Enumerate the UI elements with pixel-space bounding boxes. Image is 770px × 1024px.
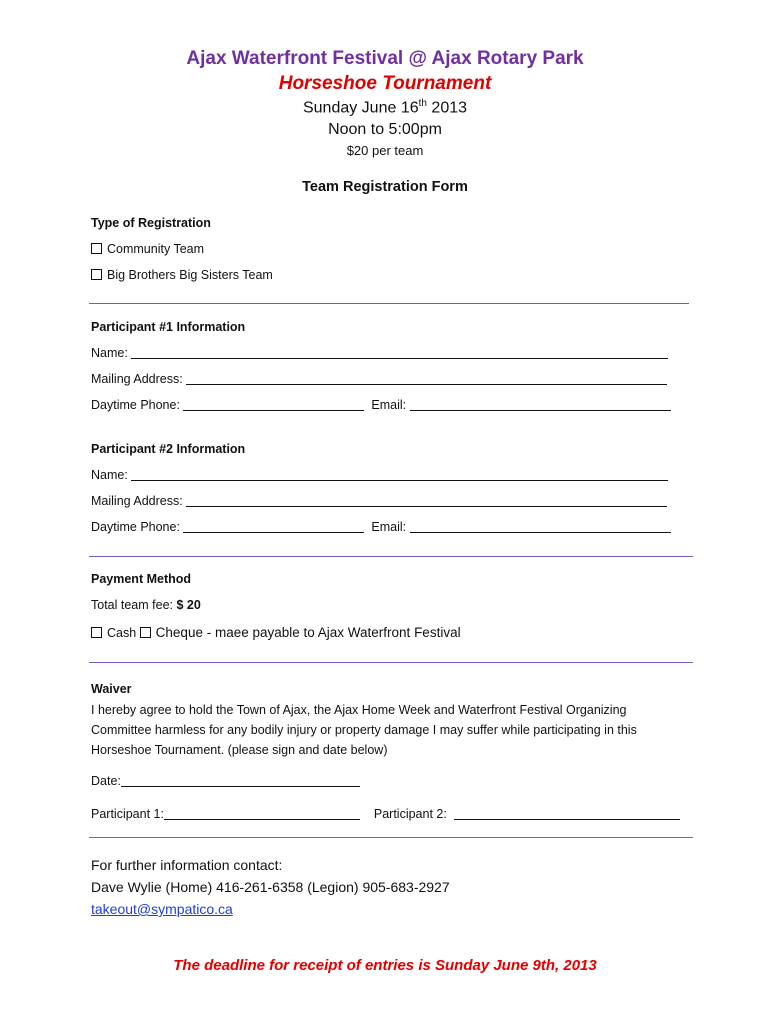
participant1-phone-field[interactable]	[183, 398, 364, 411]
event-date-main: Sunday June 16	[302, 99, 419, 117]
date-field[interactable]	[121, 774, 360, 787]
date-label: Date:	[91, 774, 121, 788]
waiver-heading: Waiver	[91, 682, 132, 696]
participant2-signature-label: Participant 2:	[373, 807, 447, 821]
contact-email-row	[91, 901, 233, 917]
participant1-phone-label: Daytime Phone:	[91, 398, 180, 412]
participant2-name-field[interactable]	[131, 468, 668, 481]
fee-label: Total team fee:	[91, 598, 173, 612]
waiver-text: I hereby agree to hold the Town of Ajax, the Ajax Home Week and Waterfront Festival Organizing Committee harmless for any bodily injury or property damage I may suffer while participating in this Horseshoe Tournament. (please sign and date below)	[91, 703, 637, 757]
contact-details: Dave Wylie (Home) 416-261-6358 (Legion) 905-683-2927	[91, 879, 450, 895]
page-title: Ajax Waterfront Festival @ Ajax Rotary Park	[186, 48, 584, 69]
participant1-address-field[interactable]	[186, 372, 667, 385]
participant1-signature-field[interactable]	[164, 807, 360, 820]
participant2-name-label: Name:	[91, 468, 128, 482]
participant2-phone-label: Daytime Phone:	[91, 520, 180, 534]
participant2-address-row	[91, 494, 667, 508]
participant2-email-label: Email:	[371, 520, 407, 534]
cash-checkbox[interactable]	[91, 627, 102, 638]
participant1-name-field[interactable]	[131, 346, 668, 359]
event-subtitle: Horseshoe Tournament	[278, 73, 492, 94]
registration-type-heading: Type of Registration	[91, 216, 211, 230]
participant2-address-field[interactable]	[186, 494, 667, 507]
fee-value: $ 20	[176, 598, 201, 612]
payment-heading: Payment Method	[91, 572, 192, 586]
event-date	[0, 98, 770, 117]
participant2-phone-field[interactable]	[183, 520, 364, 533]
community-team-checkbox[interactable]	[91, 243, 102, 254]
bbbs-team-checkbox[interactable]	[91, 269, 102, 280]
cheque-label: Cheque - maee payable to Ajax Waterfront Festival	[155, 625, 461, 640]
event-price: $20 per team	[346, 143, 424, 158]
contact-heading: For further information contact:	[91, 857, 283, 873]
participant2-contact-row	[91, 520, 671, 534]
divider	[89, 662, 693, 663]
waiver-date-row	[91, 774, 360, 788]
participant2-signature-field[interactable]	[454, 807, 680, 820]
divider	[89, 837, 693, 838]
bbbs-team-label: Big Brothers Big Sisters Team	[107, 268, 273, 282]
payment-fee-row	[91, 598, 201, 612]
participant1-email-label: Email:	[371, 398, 407, 412]
event-date-suffix-sup: th	[418, 98, 427, 109]
participant1-address-label: Mailing Address:	[91, 372, 183, 386]
participant1-name-label: Name:	[91, 346, 128, 360]
participant2-email-field[interactable]	[410, 520, 671, 533]
contact-email-link[interactable]: takeout@sympatico.ca	[91, 901, 233, 917]
participant2-address-label: Mailing Address:	[91, 494, 183, 508]
participant2-heading: Participant #2 Information	[91, 442, 246, 456]
event-time: Noon to 5:00pm	[328, 121, 442, 138]
deadline-notice: The deadline for receipt of entries is Sunday June 9th, 2013	[173, 957, 597, 974]
participant1-email-field[interactable]	[410, 398, 671, 411]
participant1-address-row	[91, 372, 667, 386]
participant1-signature-label: Participant 1:	[91, 807, 164, 821]
bbbs-team-option[interactable]	[91, 268, 273, 282]
cheque-checkbox[interactable]	[140, 627, 151, 638]
community-team-label: Community Team	[107, 242, 205, 256]
participant1-name-row	[91, 346, 668, 360]
form-title: Team Registration Form	[302, 179, 468, 195]
participant2-name-row	[91, 468, 668, 482]
participant1-contact-row	[91, 398, 671, 412]
event-date-year: 2013	[426, 99, 468, 117]
divider	[89, 303, 689, 304]
signature-row	[91, 807, 680, 821]
cash-label: Cash	[107, 626, 137, 640]
divider	[89, 556, 693, 557]
participant1-heading: Participant #1 Information	[91, 320, 246, 334]
payment-options-row	[91, 625, 461, 640]
community-team-option[interactable]	[91, 242, 204, 256]
